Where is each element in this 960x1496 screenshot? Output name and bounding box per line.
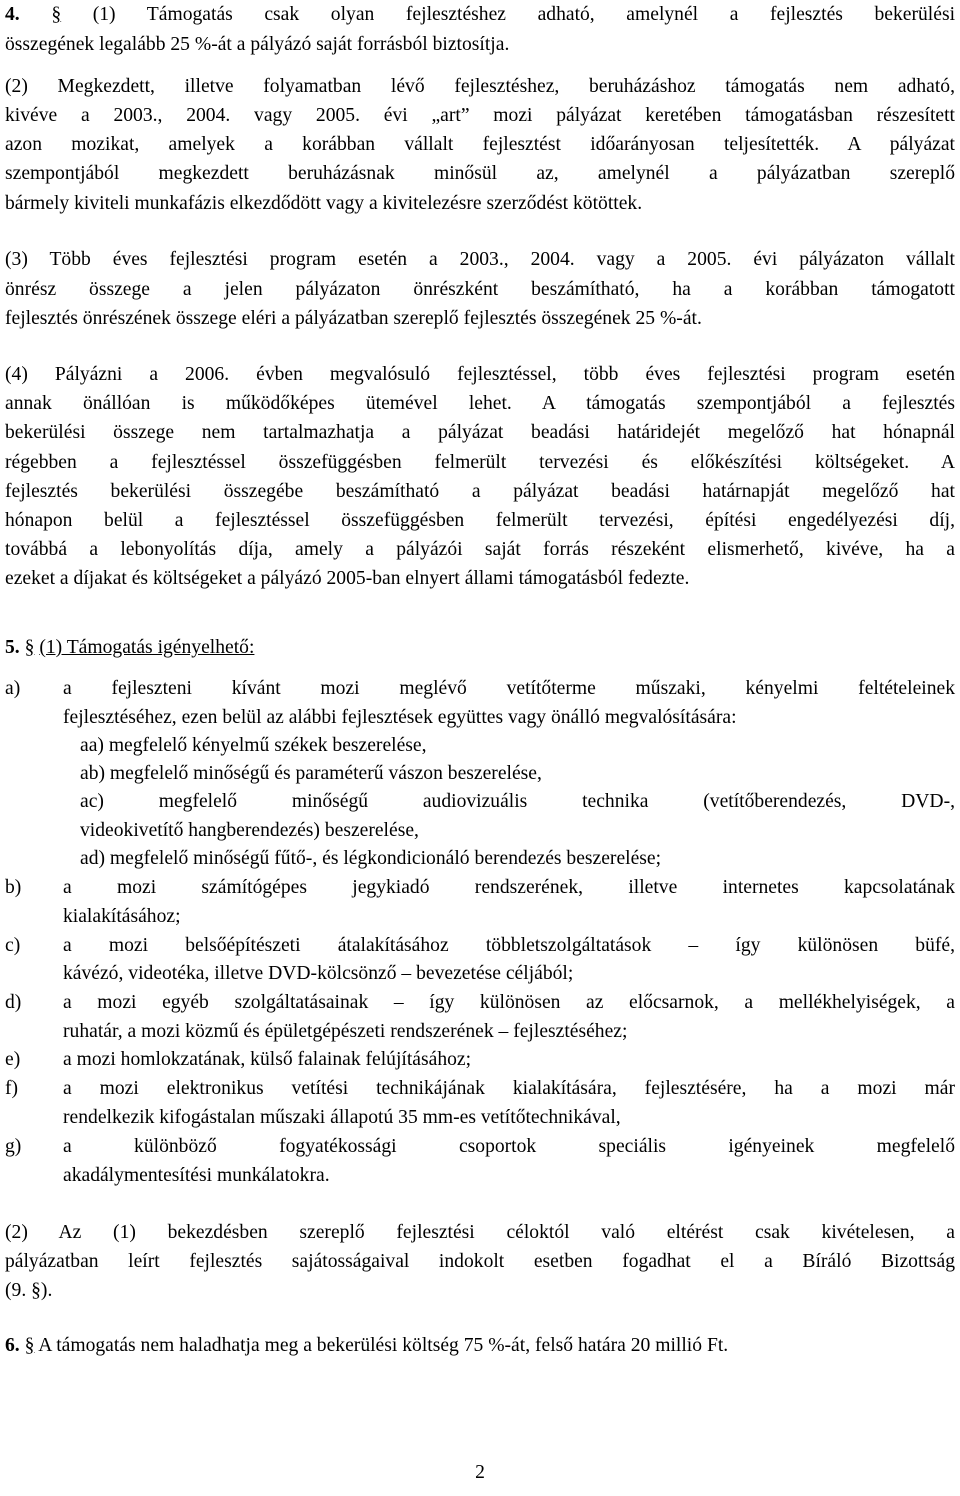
s4-p2-line-5: bármely kiviteli munkafázis elkezdődött vagy a kivitelezésre szerződést kötöttek. xyxy=(5,193,643,214)
s5-item-b-marker: b) xyxy=(5,877,22,898)
s4-p1-text: (1) Támogatás csak olyan fejlesztéshez adható, amelynél a fejlesztés bekerülési xyxy=(92,4,956,25)
s4-p2-line-3: azon mozikat, amelyek a korábban vállalt fejlesztést időarányosan teljesítették. A pályázat xyxy=(5,134,955,155)
page-number: 2 xyxy=(475,1462,485,1483)
s5-item-a-line-2: fejlesztéséhez, ezen belül az alábbi fejlesztések együttes vagy önálló megvalósítására: xyxy=(63,707,737,728)
s5-item-g-line-2: akadálymentesítési munkálatokra. xyxy=(63,1165,330,1186)
s4-p4-line-4: régebben a fejlesztéssel összefüggésben felmerült tervezési és előkészítési költségeket. A xyxy=(5,452,955,473)
s5-item-c-line-2: kávézó, videotéka, illetve DVD-kölcsönző – bevezetése céljából; xyxy=(63,963,574,984)
s6-paragraph xyxy=(5,1331,728,1361)
s5-p1-head: (1) Támogatás igényelhető: xyxy=(39,637,255,658)
s5-number: 5. xyxy=(5,637,20,658)
s4-p4-line-6: hónapon belül a fejlesztéssel összefüggésben felmerült tervezési, építési engedélyezési díj, xyxy=(5,510,955,531)
s6-number: 6. xyxy=(5,1335,20,1356)
s4-p4-line-7: továbbá a lebonyolítás díja, amely a pályázói saját forrás részeként elismerhető, kivéve, ha a xyxy=(5,539,955,560)
s5-subitem-ac-line-2: videokivetítő hangberendezés) beszerelése, xyxy=(80,820,419,841)
s5-item-e-line-1: a mozi homlokzatának, külső falainak felújításához; xyxy=(63,1049,472,1070)
s5-item-g-line-1: a különböző fogyatékossági csoportok speciális igényeinek megfelelő xyxy=(63,1136,955,1157)
s5-item-g-marker: g) xyxy=(5,1136,22,1157)
s5-item-a-line-1: a fejleszteni kívánt mozi meglévő vetítőterme műszaki, kényelmi feltételeinek xyxy=(63,678,955,699)
s4-p4-line-1: (4) Pályázni a 2006. évben megvalósuló fejlesztéssel, több éves fejlesztési program esetén xyxy=(5,364,955,385)
s5-item-e-marker: e) xyxy=(5,1049,21,1070)
s4-p2-line-2: kivéve a 2003., 2004. vagy 2005. évi „art” mozi pályázat keretében támogatásban részesített xyxy=(5,105,955,126)
s6-section-sign: § xyxy=(24,1335,35,1356)
s5-p2-line-3: (9. §). xyxy=(5,1280,53,1301)
s4-p3-line-2: önrész összege a jelen pályázaton önrészként beszámítható, ha a korábban támogatott xyxy=(5,279,955,300)
s4-p3-line-3: fejlesztés önrészének összege eléri a pályázatban szereplő fejlesztés összegének 25 %-át. xyxy=(5,308,702,329)
s4-p3-line-1: (3) Több éves fejlesztési program esetén a 2003., 2004. vagy a 2005. évi pályázaton vállalt xyxy=(5,249,955,270)
s5-heading xyxy=(5,633,254,663)
s5-item-d-line-1: a mozi egyéb szolgáltatásainak – így különösen az előcsarnok, a mellékhelyiségek, a xyxy=(63,992,955,1013)
s5-subitem-ac-line-1: ac) megfelelő minőségű audiovizuális technika (vetítőberendezés, DVD-, xyxy=(80,791,955,812)
s5-item-f-line-1: a mozi elektronikus vetítési technikájának kialakítására, fejlesztésére, ha a mozi már xyxy=(63,1078,955,1099)
s4-number: 4. xyxy=(5,4,20,25)
s5-item-f-marker: f) xyxy=(5,1078,19,1099)
s5-section-sign: § xyxy=(24,637,35,658)
s5-item-f-line-2: rendelkezik kifogástalan műszaki állapotú 35 mm-es vetítőtechnikával, xyxy=(63,1107,621,1128)
s5-subitem-ad: ad) megfelelő minőségű fűtő-, és légkondicionáló berendezés beszerelése; xyxy=(80,848,662,869)
s6-text: A támogatás nem haladhatja meg a bekerülési költség 75 %-át, felső határa 20 millió Ft. xyxy=(38,1335,729,1356)
s5-item-c-line-1: a mozi belsőépítészeti átalakításához többletszolgáltatások – így különösen büfé, xyxy=(63,935,955,956)
s5-item-b-line-1: a mozi számítógépes jegykiadó rendszerének, illetve internetes kapcsolatának xyxy=(63,877,955,898)
s4-p4-line-8: ezeket a díjakat és költségeket a pályázó 2005-ban elnyert állami támogatásból fedezte. xyxy=(5,568,690,589)
s5-item-d-line-2: ruhatár, a mozi közmű és épületgépészeti rendszerének – fejlesztéséhez; xyxy=(63,1021,628,1042)
s5-p2-line-2: pályázatban leírt fejlesztés sajátosságaival indokolt esetben fogadhat el a Bíráló Bizottság xyxy=(5,1251,955,1272)
s5-subitem-aa: aa) megfelelő kényelmű székek beszerelése, xyxy=(80,735,427,756)
s4-p4-line-5: fejlesztés bekerülési összegébe beszámítható a pályázat beadási határnapját megelőző hat xyxy=(5,481,955,502)
s4-p1-line-2: összegének legalább 25 %-át a pályázó saját forrásból biztosítja. xyxy=(5,34,510,55)
s5-p2-line-1: (2) Az (1) bekezdésben szereplő fejlesztési céloktól való eltérést csak kivételesen, a xyxy=(5,1222,955,1243)
s5-item-a-marker: a) xyxy=(5,678,21,699)
s4-p4-line-3: bekerülési összege nem tartalmazhatja a pályázat beadási határidejét megelőző hat hónapnál xyxy=(5,422,955,443)
s4-p4-line-2: annak önállóan is működőképes ütemével lehet. A támogatás szempontjából a fejlesztés xyxy=(5,393,955,414)
s5-item-b-line-2: kialakításához; xyxy=(63,906,181,927)
s5-subitem-ab: ab) megfelelő minőségű és paraméterű vászon beszerelése, xyxy=(80,763,542,784)
s4-p1-line-1 xyxy=(5,0,955,30)
s4-p2-line-4: szempontjából megkezdett beruházásnak minősül az, amelynél a pályázatban szereplő xyxy=(5,163,955,184)
s4-p2-line-1: (2) Megkezdett, illetve folyamatban lévő fejlesztéshez, beruházáshoz támogatás nem adható, xyxy=(5,76,955,97)
s5-item-c-marker: c) xyxy=(5,935,21,956)
s4-section-sign: § xyxy=(51,4,62,25)
s5-item-d-marker: d) xyxy=(5,992,22,1013)
